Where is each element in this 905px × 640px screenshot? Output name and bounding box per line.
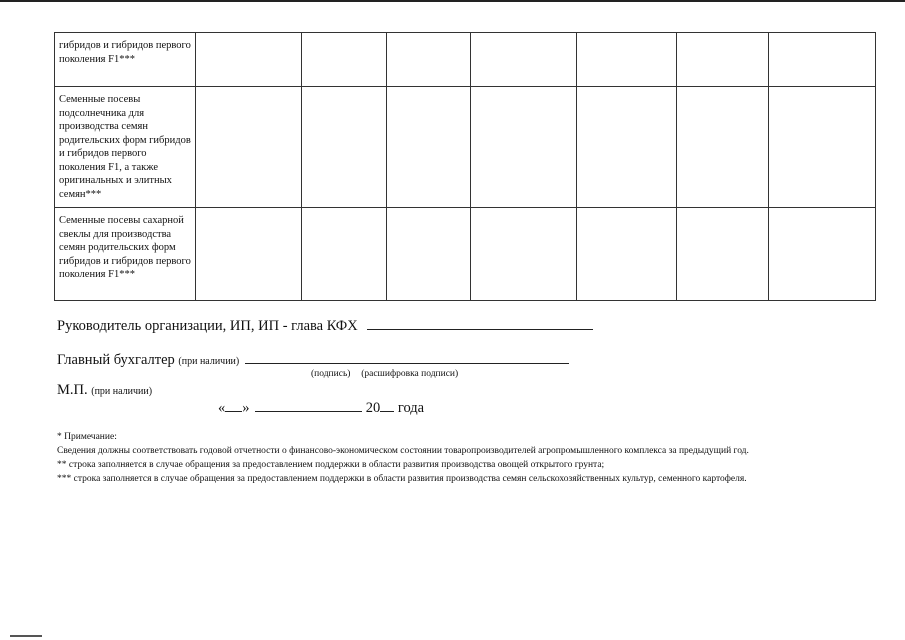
row-label-cell: [55, 33, 196, 87]
table-cell[interactable]: [471, 208, 577, 301]
top-border-line: [0, 0, 905, 2]
table-cell[interactable]: [577, 87, 677, 208]
accountant-note: (при наличии): [178, 356, 240, 367]
row-label: Семенные посевы подсолнечника для производства семян родительских форм гибридов и гибридов первого поколения F1, а также оригинальных и элитных семян***: [59, 94, 191, 200]
table-cell[interactable]: [577, 208, 677, 301]
row-label: Семенные посевы сахарной свеклы для производства семян родительских форм гибридов и гибридов первого поколения F1***: [59, 215, 191, 280]
date-month-field[interactable]: [255, 399, 362, 412]
head-label: Руководитель организации, ИП, ИП - глава КФХ: [57, 318, 358, 334]
table-cell[interactable]: [387, 33, 471, 87]
table-cell[interactable]: [302, 208, 387, 301]
accountant-signature-field[interactable]: [245, 351, 569, 364]
table-cell[interactable]: [387, 208, 471, 301]
head-signature-field[interactable]: [367, 317, 593, 330]
accountant-label: Главный бухгалтер: [57, 352, 175, 368]
table-row: [55, 208, 876, 301]
notes-title: * Примечание:: [57, 432, 117, 442]
scan-edge-mark: [10, 635, 42, 637]
date-year-suffix: года: [397, 400, 425, 416]
table-cell[interactable]: [677, 33, 769, 87]
accountant-signature-line: [57, 351, 569, 369]
table-cell[interactable]: [577, 33, 677, 87]
stamp-line: [57, 382, 152, 399]
stamp-note: (при наличии): [91, 386, 153, 397]
date-year-field[interactable]: [380, 399, 394, 412]
data-table: [54, 32, 876, 301]
table-cell[interactable]: [196, 87, 302, 208]
stamp-label: М.П.: [57, 382, 88, 398]
table-cell[interactable]: [302, 87, 387, 208]
note-2: ** строка заполняется в случае обращения за предоставлением поддержки в области развития производства овощей открытого грунта;: [57, 460, 605, 470]
table-cell[interactable]: [769, 87, 876, 208]
table-cell[interactable]: [471, 33, 577, 87]
row-label-cell: [55, 87, 196, 208]
date-line: [218, 399, 424, 417]
note-3: *** строка заполняется в случае обращения за предоставлением поддержки в области развития производства семян сельскохозяйственных культур, семенного картофеля.: [57, 474, 747, 484]
date-year-prefix: 20: [365, 400, 381, 416]
note-1: Сведения должны соответствовать годовой отчетности о финансово-экономическом состоянии товаропроизводителей агропромышленного комплекса за предыдущий год.: [57, 446, 749, 456]
table-cell[interactable]: [302, 33, 387, 87]
caption-decoding: (расшифровка подписи): [361, 369, 459, 379]
table-row: [55, 87, 876, 208]
caption-signature: (подпись): [311, 369, 351, 379]
head-signature-line: [57, 317, 593, 335]
footnotes: [57, 430, 841, 486]
date-open-quote: «: [218, 400, 226, 416]
table-cell[interactable]: [387, 87, 471, 208]
date-day-field[interactable]: [225, 399, 242, 412]
row-label-cell: [55, 208, 196, 301]
table-cell[interactable]: [471, 87, 577, 208]
date-close-quote: »: [242, 400, 250, 416]
row-label: гибридов и гибридов первого поколения F1***: [59, 40, 191, 65]
signature-captions: [311, 369, 458, 379]
table-row: [55, 33, 876, 87]
table-cell[interactable]: [677, 208, 769, 301]
table-cell[interactable]: [769, 208, 876, 301]
table-cell[interactable]: [769, 33, 876, 87]
table-cell[interactable]: [196, 33, 302, 87]
table-cell[interactable]: [196, 208, 302, 301]
table-cell[interactable]: [677, 87, 769, 208]
